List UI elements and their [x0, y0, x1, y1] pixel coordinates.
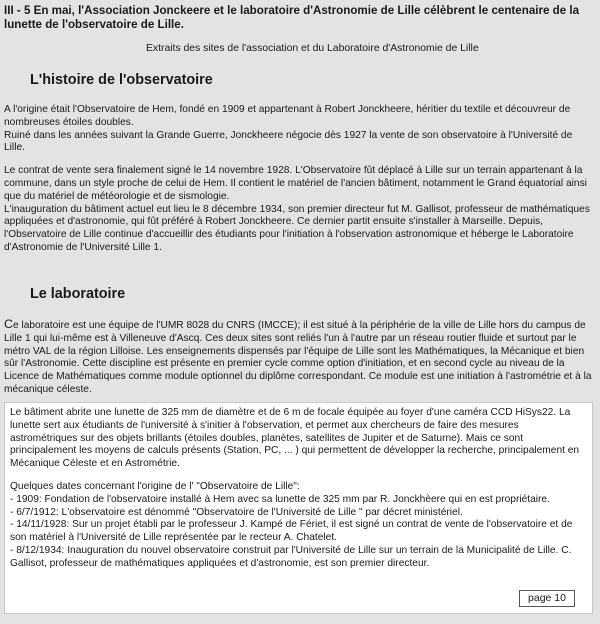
dates-intro: Quelques dates concernant l'origine de l' "Observatoire de Lille":	[10, 480, 300, 492]
box-paragraph: Le bâtiment abrite une lunette de 325 mm de diamètre et de 6 m de focale équipée au foyer d'une caméra CCD HiSys22. La lunette sert aux étudiants de l'université à s'initier à l'observation, et permet aux chercheurs de faire des mesures astrométriques sur des objets brillants (étoiles doubles, planètes, satellites de Jupiter et de Saturne). Mais ce sont principalement les moyens de calculs présents (Station, PC, ... ) qui permettent de développer la recherche, principalement en Mécanique Céleste et en Astrométrie.	[10, 407, 580, 470]
history-paragraph: L'inauguration du bâtiment actuel eut lieu le 8 décembre 1934, son premier directeur fut M. Gallisot, professeur de mathématiques appliquées et d'astronomie, qui fût préféré à Robert Jonckheere. Ce dernier partit ensuite s'installer à Marseille. Depuis, l'Observatoire de Lille continue d'accueillir des étudiants pour l'initiation à l'observation astronomique et héberge le Laboratoire d'Astronomie de l'Université Lille 1.	[4, 203, 590, 253]
info-box	[4, 402, 593, 614]
date-entry: - 8/12/1934: Inauguration du nouvel observatoire construit par l'Université de Lille sur un terrain de la Municipalité de Lille. C. Gallisot, professeur de mathématiques appliquées et d'astronomie, est son premier directeur.	[10, 544, 572, 569]
lab-paragraph-text: e laboratoire est une équipe de l'UMR 8028 du CNRS (IMCCE); il est situé à la périphérie de la ville de Lille hors du campus de Lille 1 qui lui-même est à Villeneuve d'Ascq. Ces deux sites sont reliés l'un à l'autre par un réseau routier fluide et surtout par le métro VAL de la région Lilloise. Les enseignements dispensés par l'équipe de Lille sont les Mathématiques, la Mécanique et bien sûr l'Astronomie. Cette discipline est présente en premier cycle comme option d'initiation, et en second cycle au niveau de la Licence de Mathématiques comme module optionnel du diplôme correspondant. Ce module est une initiation à l'astrométrie et à la mécanique céleste.	[4, 320, 592, 395]
date-entry: - 6/7/1912: L'observatoire est dénommé "Observatoire de l'Université de Lille " par décret ministériel.	[10, 506, 463, 518]
page-number: page 10	[519, 590, 575, 607]
article-title: III - 5 En mai, l'Association Jonckeere et le laboratoire d'Astronomie de Lille célèbrent le centenaire de la lunette de l'observatoire de Lille.	[4, 4, 580, 31]
lab-paragraph	[4, 318, 592, 397]
date-entry: - 1909: Fondation de l'observatoire installé à Hem avec sa lunette de 325 mm par R. Jonckhèere qui en est propriétaire.	[10, 493, 550, 505]
history-paragraph: A l'origine était l'Observatoire de Hem, fondé en 1909 et appartenant à Robert Jonckheere, héritier du textile et découvreur de nombreuses étoiles doubles.	[4, 104, 571, 128]
lab-section	[4, 318, 592, 397]
date-entry: - 14/11/1928: Sur un projet établi par le professeur J. Kampé de Fériet, il est signé un contrat de vente de l'observatoire et de son matériel à l'Université de Lille représentée par le recteur A. Chatelet.	[10, 519, 573, 544]
lab-heading: Le laboratoire	[30, 286, 126, 302]
article-subtitle: Extraits des sites de l'association et du Laboratoire d'Astronomie de Lille	[146, 43, 479, 54]
history-heading: L'histoire de l'observatoire	[30, 72, 213, 88]
history-paragraph: Le contrat de vente sera finalement signé le 14 novembre 1928. L'Observatoire fût déplacé à Lille sur un terrain appartenant à la commune, dans un style proche de celui de Hem. Il contient le matériel de l'ancien bâtiment, notamment le Grand équatorial ainsi que du matériel de météorologie et de sismologie.	[4, 165, 587, 202]
drop-cap: C	[4, 317, 13, 331]
history-section	[4, 104, 592, 255]
history-paragraph: Ruiné dans les années suivant la Grande Guerre, Jonckheere négocie dès 1927 la vente de son observatoire à l'Université de Lille.	[4, 129, 573, 154]
